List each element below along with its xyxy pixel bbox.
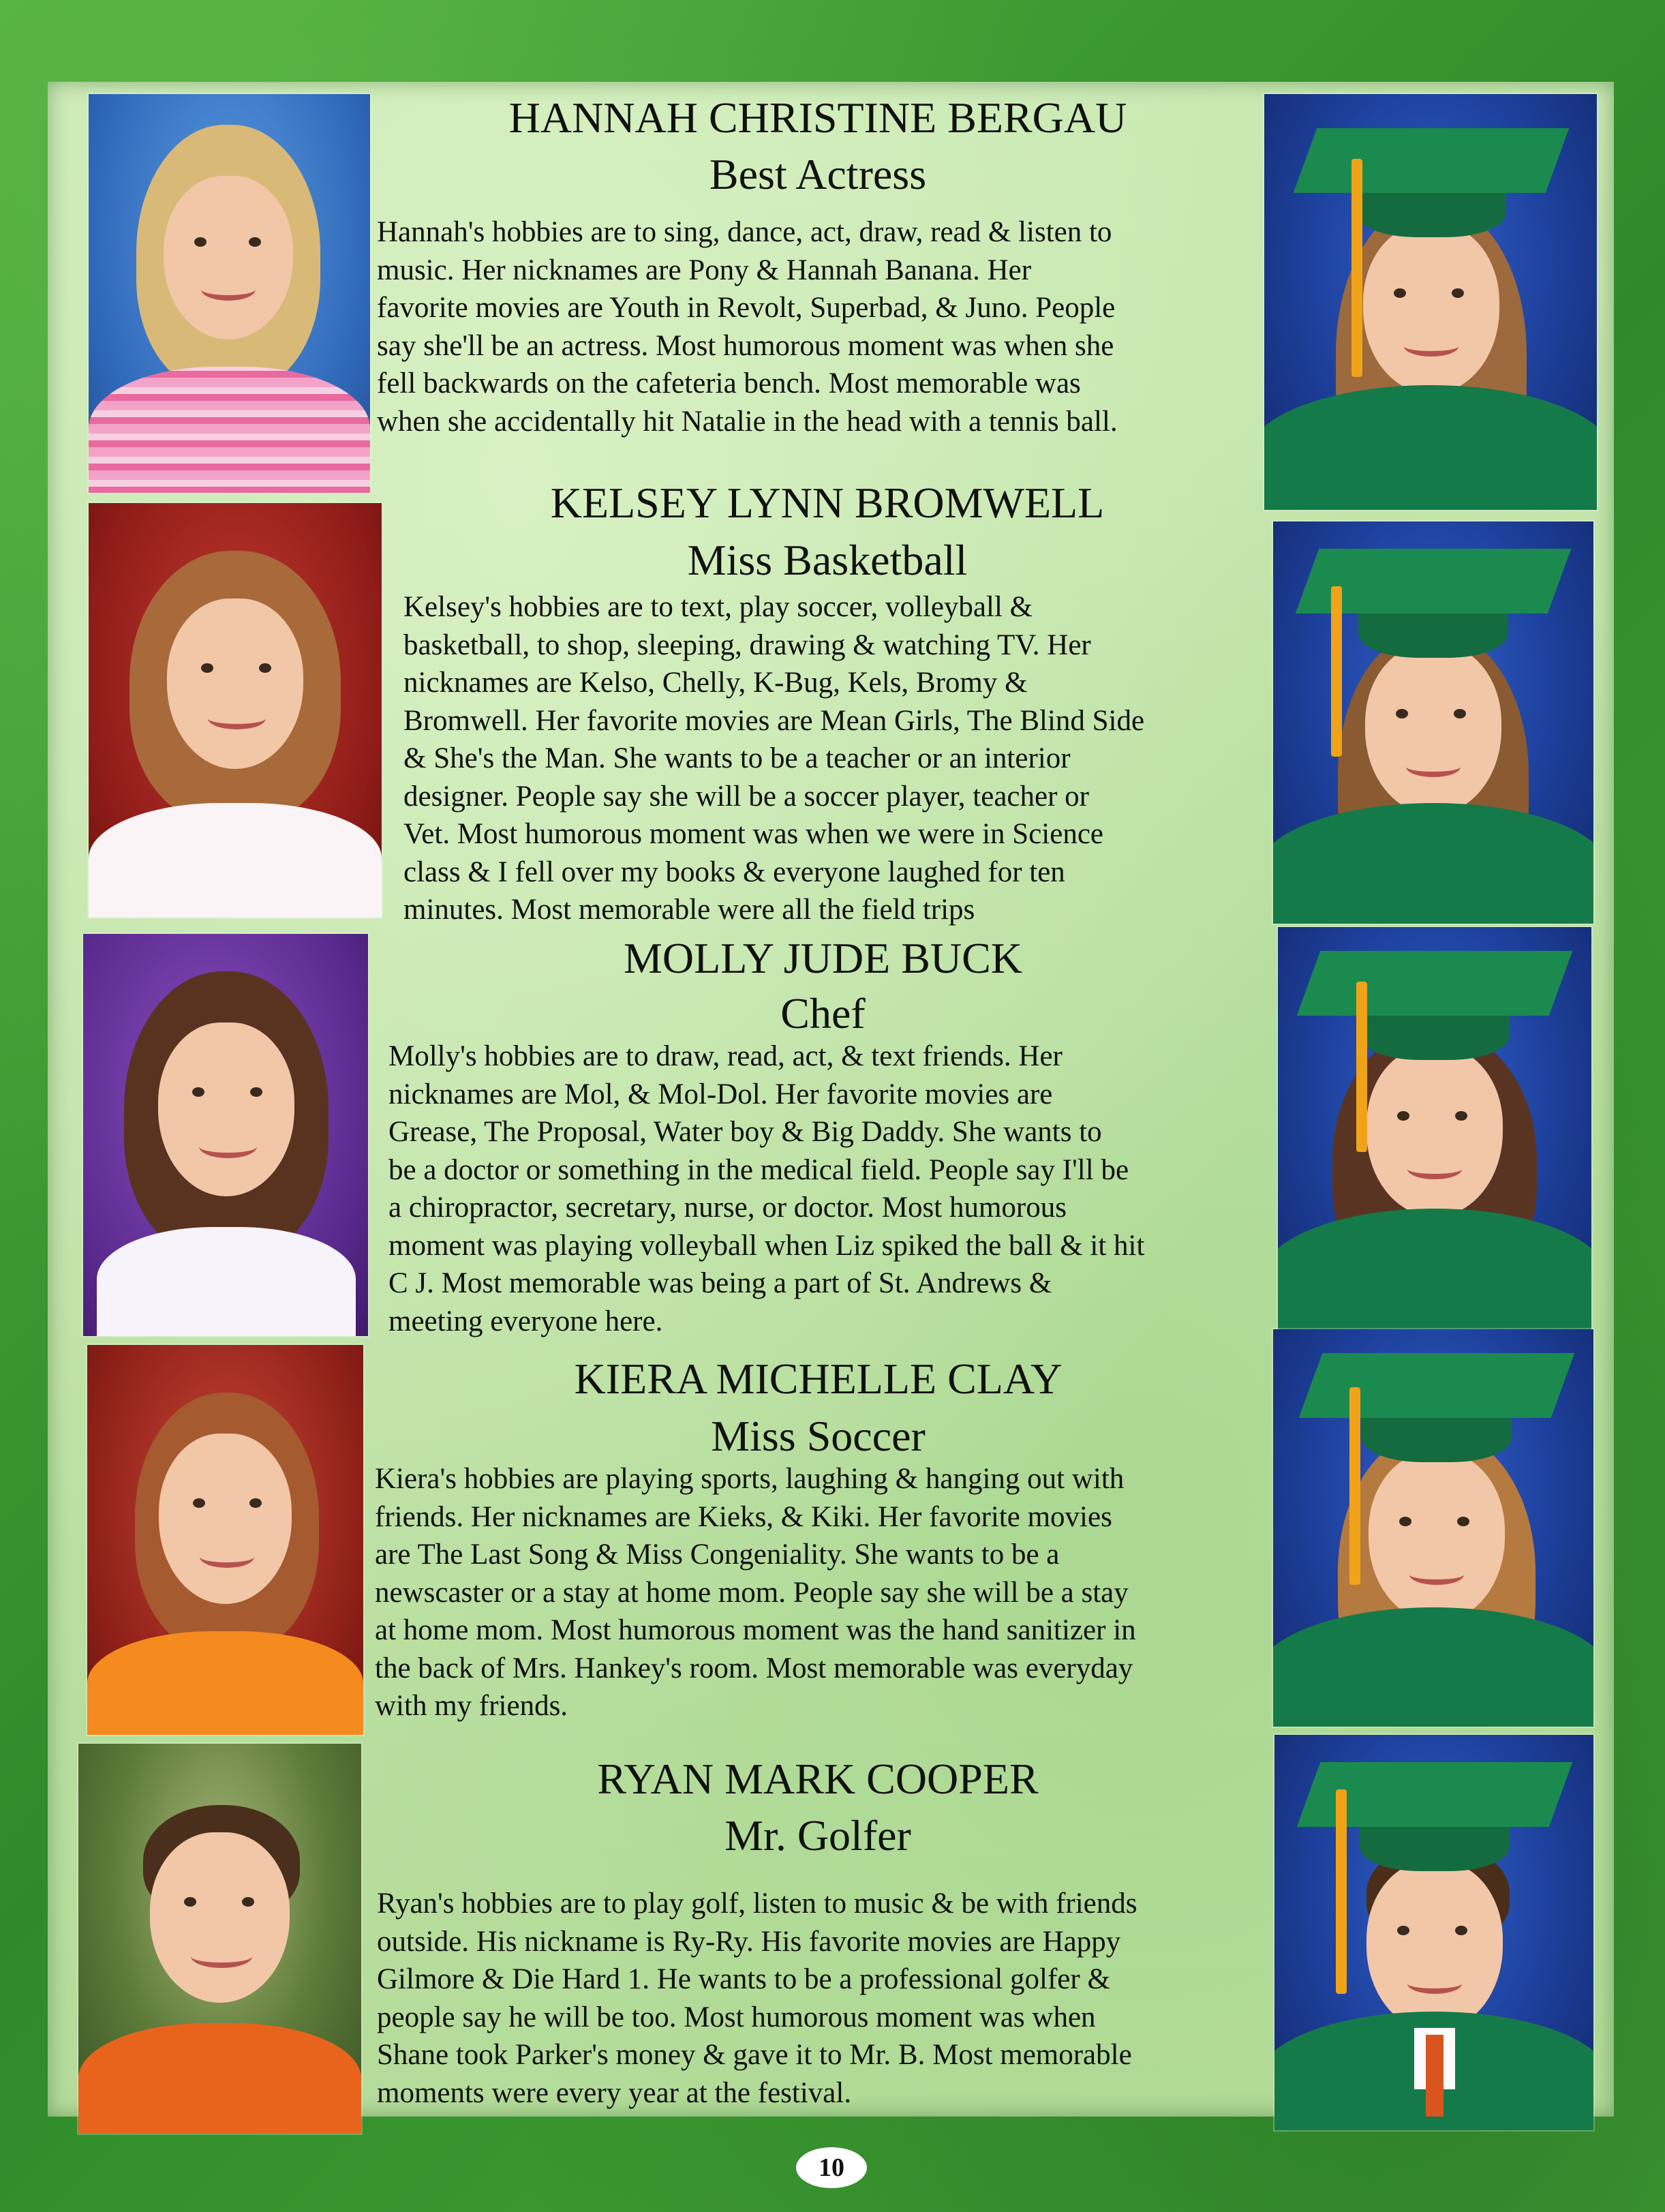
bio-line: meeting everyone here. <box>388 1305 663 1337</box>
bio-line: newscaster or a stay at home mom. People say she will be a stay <box>375 1576 1129 1609</box>
bio-line: friends. Her nicknames are Kieks, & Kiki. Her favorite movies <box>375 1500 1112 1533</box>
student-3-name: MOLLY JUDE BUCK <box>624 934 1022 982</box>
bio-line: Ryan's hobbies are to play golf, listen to music & be with friends <box>377 1888 1137 1920</box>
bio-line: basketball, to shop, sleeping, drawing & watching TV. Her <box>403 628 1091 661</box>
student-1-child-photo <box>89 94 370 493</box>
bio-line: Bromwell. Her favorite movies are Mean Girls, The Blind Side <box>403 704 1145 737</box>
bio-line: moments were every year at the festival. <box>377 2076 852 2109</box>
bio-line: designer. People say she will be a soccer player, teacher or <box>403 780 1089 813</box>
bio-line: class & I fell over my books & everyone laughed for ten <box>403 855 1065 888</box>
bio-line: outside. His nickname is Ry-Ry. His favorite movies are Happy <box>377 1925 1121 1958</box>
student-2-bio <box>403 588 1144 929</box>
student-4-child-photo <box>87 1345 363 1735</box>
student-3-award: Chef <box>780 989 866 1037</box>
bio-line: with my friends. <box>375 1690 568 1722</box>
page-number: 10 <box>796 2147 867 2188</box>
bio-line: Vet. Most humorous moment was when we were in Science <box>403 818 1104 850</box>
student-5-graduation-photo <box>1274 1735 1593 2130</box>
student-4-name: KIERA MICHELLE CLAY <box>574 1354 1063 1403</box>
bio-line: nicknames are Kelso, Chelly, K-Bug, Kels, Bromy & <box>403 667 1028 699</box>
bio-line: say she'll be an actress. Most humorous moment was when she <box>377 329 1114 362</box>
student-3-graduation-photo <box>1278 927 1591 1329</box>
student-5-name: RYAN MARK COOPER <box>597 1755 1039 1803</box>
student-5-award: Mr. Golfer <box>724 1811 911 1860</box>
bio-line: the back of Mrs. Hankey's room. Most memorable was everyday <box>375 1652 1133 1684</box>
bio-line: Kiera's hobbies are playing sports, laughing & hanging out with <box>375 1463 1125 1495</box>
bio-line: people say he will be too. Most humorous moment was when <box>377 2001 1096 2033</box>
bio-line: music. Her nicknames are Pony & Hannah Banana. Her <box>377 254 1032 286</box>
student-2-child-photo <box>89 503 382 918</box>
bio-line: Molly's hobbies are to draw, read, act, & text friends. Her <box>388 1040 1063 1072</box>
bio-line: Grease, The Proposal, Water boy & Big Daddy. She wants to <box>388 1116 1102 1148</box>
bio-line: Kelsey's hobbies are to text, play soccer, volleyball & <box>403 591 1033 623</box>
student-4-graduation-photo <box>1273 1329 1593 1727</box>
student-5-child-photo <box>78 1744 361 2134</box>
student-2-award: Miss Basketball <box>687 536 968 584</box>
bio-line: a chiropractor, secretary, nurse, or doctor. Most humorous <box>388 1192 1067 1224</box>
bio-line: nicknames are Mol, & Mol-Dol. Her favorite movies are <box>388 1078 1053 1110</box>
bio-line: moment was playing volleyball when Liz spiked the ball & it hit <box>388 1229 1145 1262</box>
student-3-child-photo <box>83 934 368 1336</box>
bio-line: & She's the Man. She wants to be a teacher or an interior <box>403 742 1071 774</box>
bio-line: favorite movies are Youth in Revolt, Superbad, & Juno. People <box>377 292 1116 324</box>
student-4-bio <box>375 1460 1136 1725</box>
student-5-bio <box>377 1885 1137 2112</box>
student-1-award: Best Actress <box>709 150 927 198</box>
bio-line: fell backwards on the cafeteria bench. Most memorable was <box>377 367 1081 399</box>
bio-line: when she accidentally hit Natalie in the head with a tennis ball. <box>377 405 1118 438</box>
bio-line: at home mom. Most humorous moment was the hand sanitizer in <box>375 1614 1136 1646</box>
student-3-bio <box>388 1037 1144 1340</box>
bio-line: Shane took Parker's money & gave it to Mr. B. Most memorable <box>377 2039 1132 2071</box>
bio-line: Hannah's hobbies are to sing, dance, act, draw, read & listen to <box>377 216 1112 248</box>
student-1-graduation-photo <box>1264 94 1597 510</box>
bio-line: minutes. Most memorable were all the field trips <box>403 894 975 926</box>
bio-line: Gilmore & Die Hard 1. He wants to be a professional golfer & <box>377 1963 1110 1995</box>
student-2-graduation-photo <box>1273 521 1593 924</box>
student-4-award: Miss Soccer <box>711 1412 926 1460</box>
bio-line: be a doctor or something in the medical field. People say I'll be <box>388 1153 1129 1186</box>
student-2-name: KELSEY LYNN BROMWELL <box>550 479 1105 527</box>
bio-line: C J. Most memorable was being a part of St. Andrews & <box>388 1267 1052 1299</box>
student-1-bio <box>377 213 1118 440</box>
bio-line: are The Last Song & Miss Congeniality. She wants to be a <box>375 1539 1060 1571</box>
student-1-name: HANNAH CHRISTINE BERGAU <box>508 93 1127 142</box>
